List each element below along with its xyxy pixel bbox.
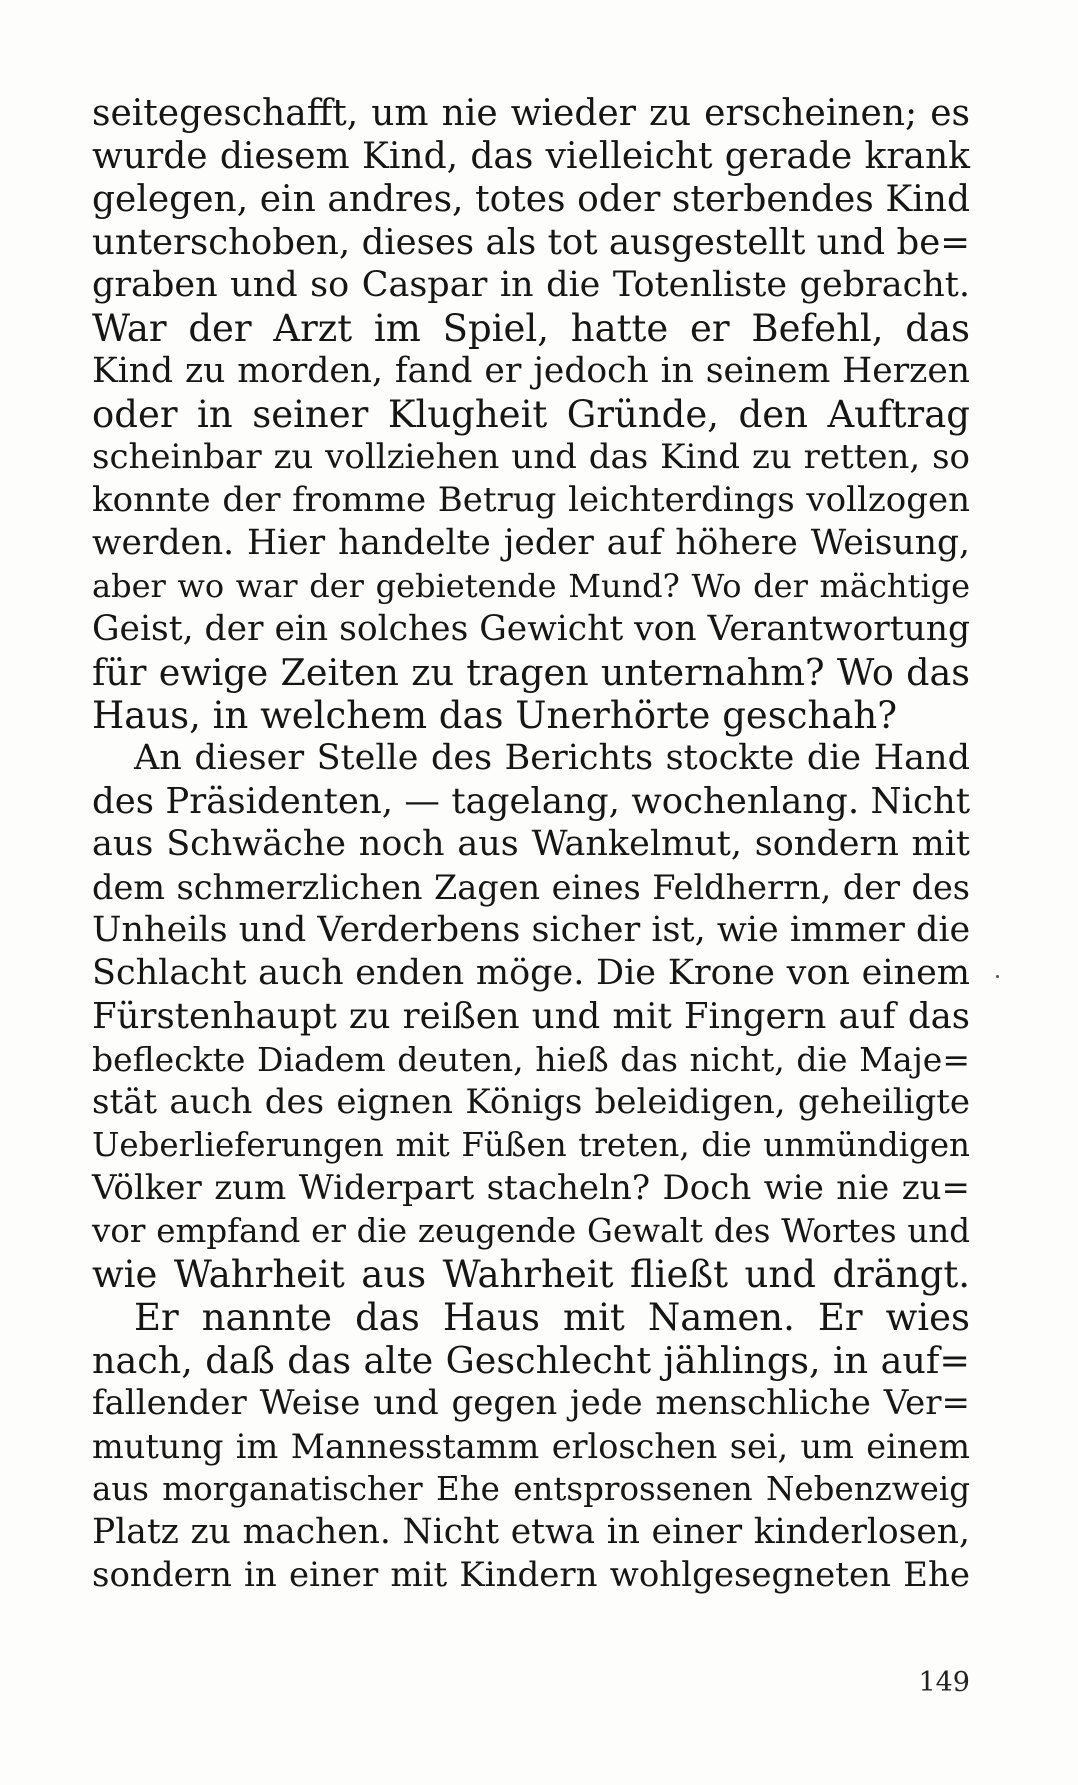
- paragraph-start-line: An dieser Stelle des Berichts stockte die Hand: [134, 738, 970, 778]
- text-line: dem schmerzlichen Zagen eines Feldherrn, der des: [92, 868, 970, 907]
- paper-speck: [996, 975, 999, 978]
- text-line: gelegen, ein andres, totes oder sterbendes Kind: [92, 179, 970, 220]
- text-line: aus morganatischer Ehe entsprossenen Nebenzweig: [92, 1470, 970, 1508]
- text-line: sondern in einer mit Kindern wohlgesegneten Ehe: [92, 1555, 970, 1595]
- text-line: konnte der fromme Betrug leichterdings vollzogen: [92, 480, 970, 520]
- text-line: oder in seiner Klugheit Gründe, den Auftrag: [92, 393, 970, 436]
- text-line: werden. Hier handelte jeder auf höhere Weisung,: [92, 523, 970, 563]
- text-line: aus Schwäche noch aus Wankelmut, sondern mit: [92, 824, 970, 864]
- text-line: Unheils und Verderbens sicher ist, wie immer die: [92, 910, 971, 950]
- text-line: stät auch des eignen Königs beleidigen, geheiligte: [92, 1082, 970, 1122]
- text-line: Ueberlieferungen mit Füßen treten, die unmündigen: [92, 1126, 970, 1164]
- text-line: aber wo war der gebietende Mund? Wo der mächtige: [92, 567, 970, 605]
- paragraph-start-line: Er nannte das Haus mit Namen. Er wies: [134, 1296, 970, 1339]
- text-line: vor empfand er die zeugende Gewalt des Wortes und: [92, 1212, 970, 1250]
- text-line: nach, daß das alte Geschlecht jählings, in auf=: [92, 1339, 970, 1382]
- text-line: War der Arzt im Spiel, hatte er Befehl, das: [92, 307, 970, 350]
- text-line: graben und so Caspar in die Totenliste gebracht.: [92, 265, 970, 305]
- text-line: mutung im Mannesstamm erloschen sei, um einem: [92, 1427, 970, 1466]
- body-text: [92, 92, 970, 1597]
- text-line: des Präsidenten, — tagelang, wochenlang. Nicht: [92, 781, 970, 822]
- text-line: unterschoben, dieses als tot ausgestellt und be=: [92, 222, 970, 263]
- text-line: Platz zu machen. Nicht etwa in einer kinderlosen,: [92, 1512, 970, 1552]
- text-line: für ewige Zeiten zu tragen unternahm? Wo das: [92, 651, 970, 694]
- text-line: fallender Weise und gegen jede menschliche Ver=: [92, 1383, 970, 1423]
- text-line: wurde diesem Kind, das vielleicht gerade krank: [92, 136, 970, 177]
- text-line: Völker zum Widerpart stacheln? Doch wie nie zu=: [92, 1168, 970, 1208]
- page-number: 149: [918, 1667, 970, 1698]
- text-line: seitegeschafft, um nie wieder zu erscheinen; es: [92, 93, 970, 134]
- paragraph-end-line: Haus, in welchem das Unerhörte geschah?: [92, 694, 898, 737]
- text-line: scheinbar zu vollziehen und das Kind zu retten, so: [92, 437, 970, 477]
- text-line: Schlacht auch enden möge. Die Krone von einem: [92, 953, 970, 993]
- text-line: Kind zu morden, fand er jedoch in seinem Herzen: [92, 351, 970, 391]
- paragraph-end-line: wie Wahrheit aus Wahrheit fließt und drängt.: [92, 1253, 970, 1296]
- text-line: Geist, der ein solches Gewicht von Verantwortung: [92, 609, 971, 649]
- text-line: Fürstenhaupt zu reißen und mit Fingern auf das: [92, 996, 970, 1037]
- text-line: befleckte Diadem deuten, hieß das nicht, die Maje=: [92, 1040, 970, 1079]
